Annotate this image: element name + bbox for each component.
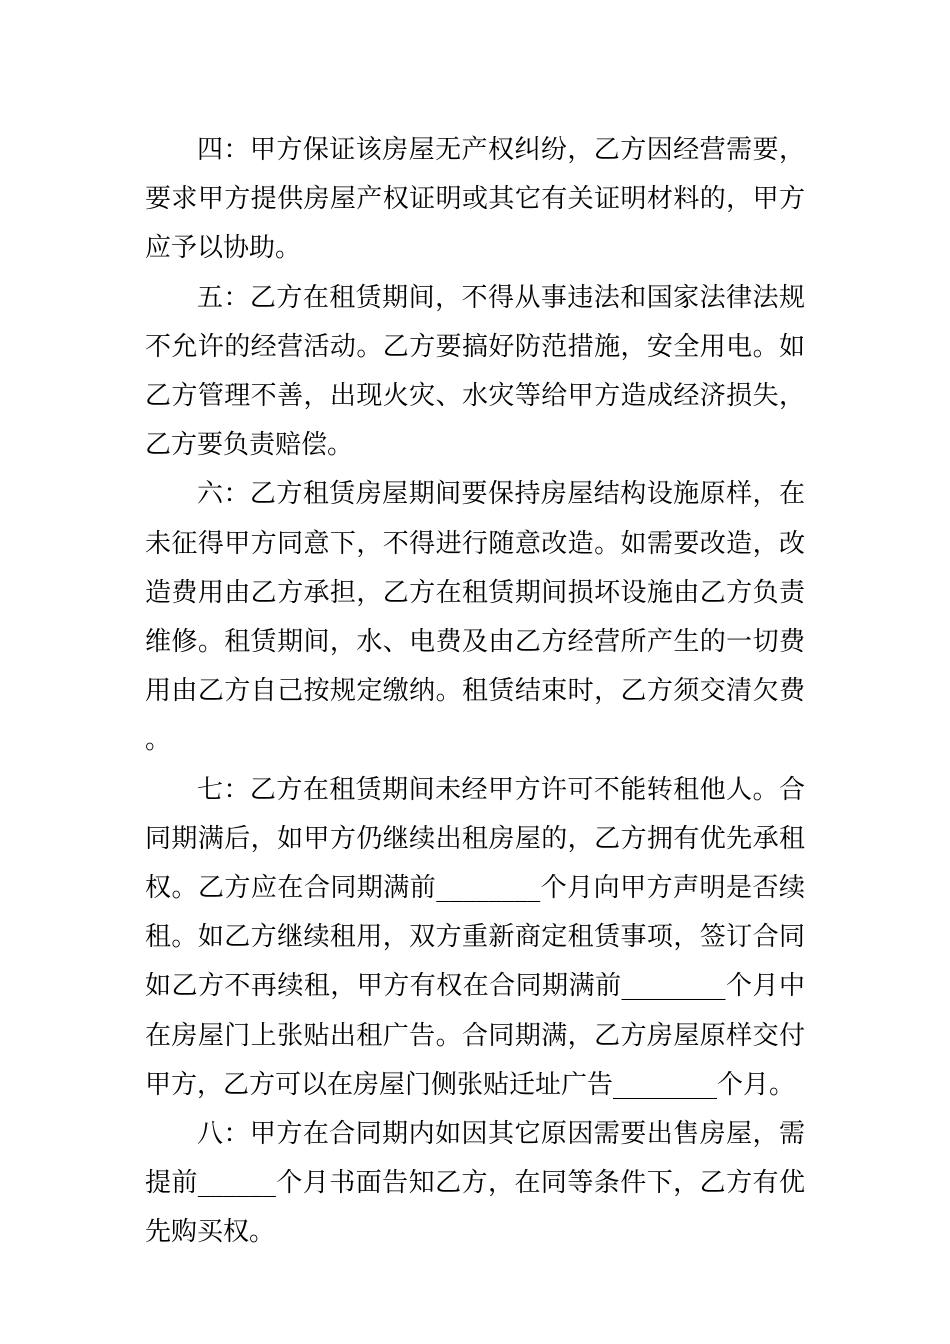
document-body (145, 126, 805, 1258)
clause-6-paragraph: 六：乙方租赁房屋期间要保持房屋结构设施原样，在未征得甲方同意下，不得进行随意改造。如需要改造，改造费用由乙方承担，乙方在租赁期间损坏设施由乙方负责维修。租赁期间，水、电费及由乙方经营所产生的一切费用由乙方自己按规定缴纳。租赁结束时，乙方须交清欠费。 (145, 479, 805, 756)
clause-8-paragraph: 八：甲方在合同期内如因其它原因需要出售房屋，需提前______个月书面告知乙方，在同等条件下，乙方有优先购买权。 (145, 1119, 805, 1248)
clause-5-paragraph: 五：乙方在租赁期间，不得从事违法和国家法律法规不允许的经营活动。乙方要搞好防范措施，安全用电。如乙方管理不善，出现火灾、水灾等给甲方造成经济损失，乙方要负责赔偿。 (145, 282, 805, 461)
clause-4-paragraph: 四：甲方保证该房屋无产权纠纷，乙方因经营需要，要求甲方提供房屋产权证明或其它有关证明材料的，甲方应予以协助。 (145, 135, 805, 264)
clause-7-paragraph: 七：乙方在租赁期间未经甲方许可不能转租他人。合同期满后，如甲方仍继续出租房屋的，乙方拥有优先承租权。乙方应在合同期满前________个月向甲方声明是否续租。如乙方继续租用，双方重新商定租赁事项，签订合同如乙方不再续租，甲方有权在合同期满前________个月中在房屋门上张贴出租广告。合同期满，乙方房屋原样交付甲方，乙方可以在房屋门侧张贴迁址广告________个月。 (145, 774, 805, 1100)
